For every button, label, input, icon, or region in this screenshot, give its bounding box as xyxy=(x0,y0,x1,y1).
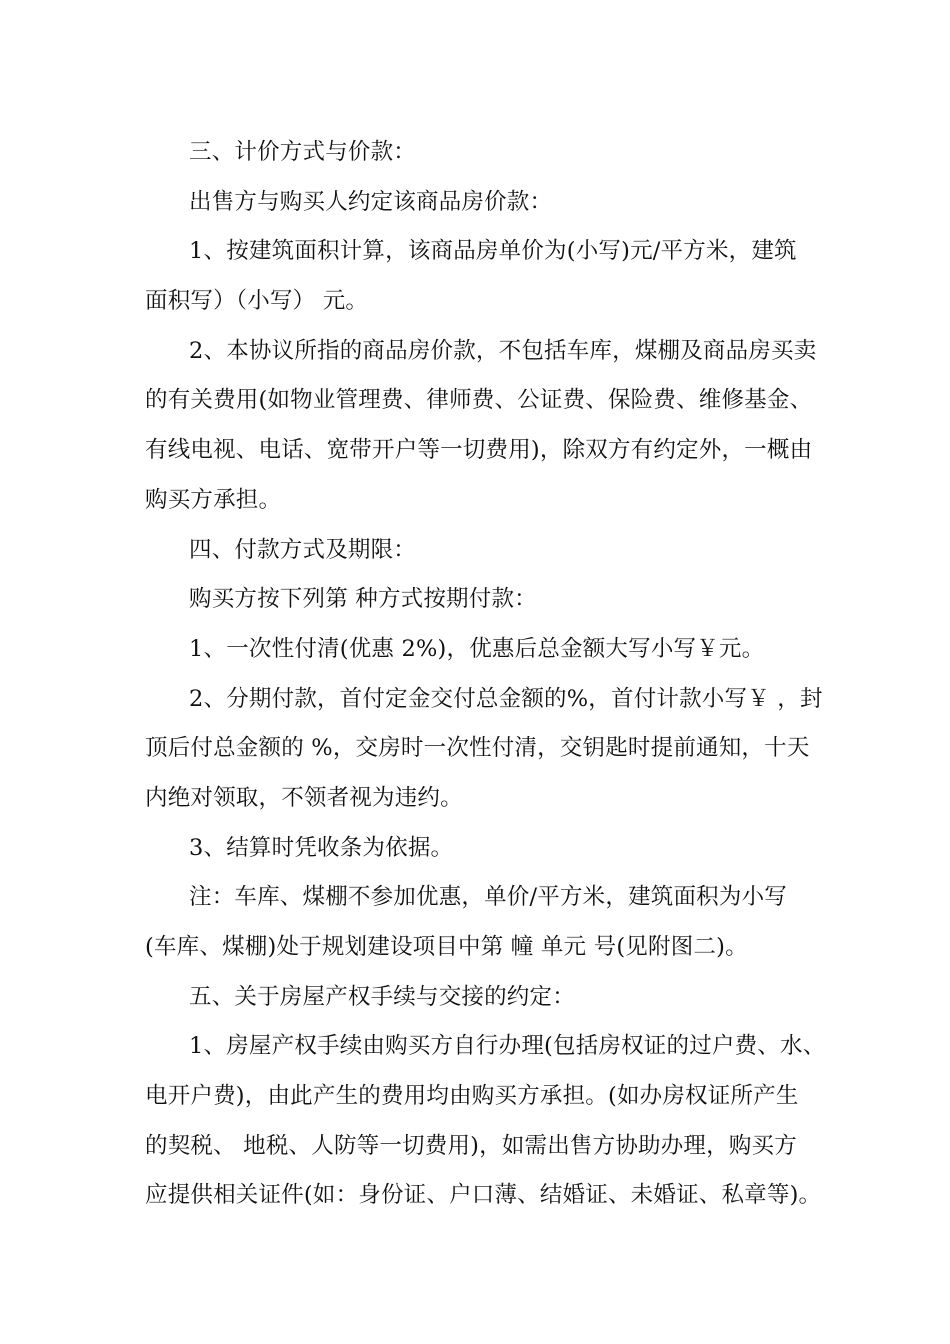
section-heading-title-transfer: 五、关于房屋产权手续与交接的约定： xyxy=(189,984,575,1010)
paragraph-line: 1、房屋产权手续由购买方自行办理(包括房权证的过户费、水、 xyxy=(189,1033,826,1059)
paragraph-line: 有线电视、电话、宽带开户等一切费用)，除双方有约定外，一概由 xyxy=(145,437,813,463)
section-heading-pricing: 三、计价方式与价款： xyxy=(189,139,417,165)
paragraph-line: 3、结算时凭收条为依据。 xyxy=(189,835,454,861)
paragraph-line: 1、按建筑面积计算，该商品房单价为(小写)元/平方米，建筑 xyxy=(189,238,797,264)
paragraph-line: 面积写）（小写） 元。 xyxy=(145,288,369,314)
paragraph-line: 内绝对领取，不领者视为违约。 xyxy=(145,785,463,811)
paragraph-line: 的契税、 地税、人防等一切费用)，如需出售方协助办理，购买方 xyxy=(145,1133,797,1159)
paragraph-line: 2、分期付款，首付定金交付总金额的%，首付计款小写￥ ，封 xyxy=(189,686,823,712)
note-line: 注：车库、煤棚不参加优惠，单价/平方米，建筑面积为小写 xyxy=(189,884,787,910)
paragraph-line: 电开户费)，由此产生的费用均由购买方承担。(如办房权证所产生 xyxy=(145,1083,799,1109)
paragraph-line: 1、一次性付清(优惠 2%)，优惠后总金额大写小写￥元。 xyxy=(189,636,765,662)
paragraph-line: 购买方按下列第 种方式按期付款： xyxy=(189,586,537,612)
section-heading-payment: 四、付款方式及期限： xyxy=(189,537,417,563)
paragraph-line: 的有关费用(如物业管理费、律师费、公证费、保险费、维修基金、 xyxy=(145,387,813,413)
paragraph-line: 购买方承担。 xyxy=(145,487,282,513)
paragraph-line: 出售方与购买人约定该商品房价款： xyxy=(189,189,553,215)
note-line: (车库、煤棚)处于规划建设项目中第 幢 单元 号(见附图二)。 xyxy=(145,934,748,960)
paragraph-line: 应提供相关证件(如：身份证、户口薄、结婚证、未婚证、私章等)。 xyxy=(145,1182,822,1208)
paragraph-line: 顶后付总金额的 %，交房时一次性付清，交钥匙时提前通知，十天 xyxy=(145,735,810,761)
paragraph-line: 2、本协议所指的商品房价款，不包括车库，煤棚及商品房买卖 xyxy=(189,338,817,364)
